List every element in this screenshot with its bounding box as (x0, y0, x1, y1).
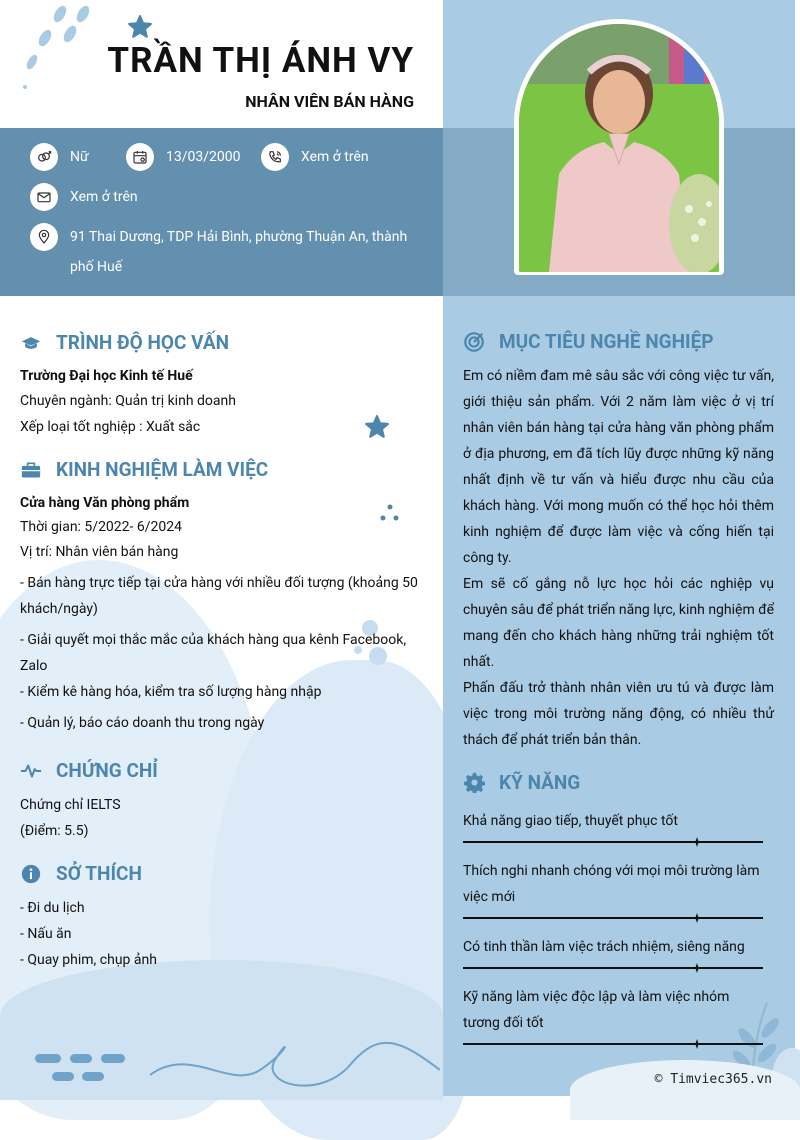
work-period: Thời gian: 5/2022- 6/2024 (20, 519, 182, 535)
dots-decoration-icon (378, 502, 402, 524)
duty-item (20, 627, 406, 679)
skill-bar (463, 1043, 763, 1045)
email-value: Xem ở trên (70, 189, 138, 205)
skill-level-marker (692, 1039, 702, 1049)
address-line-2: phố Huế (70, 259, 123, 275)
skill-level-marker (692, 963, 702, 973)
skill-bar (463, 967, 763, 969)
duty-line: Zalo (20, 658, 48, 674)
hobby-item: - Đi du lịch (20, 900, 85, 916)
objective-paragraph-2: Em sẽ cố gắng nỗ lực học hỏi các nghiệp vụ chuyên sâu để phát triển năng lực, kinh nghiệm để mang đến cho khách hàng những trải nghiệm tốt nhất. (463, 576, 774, 670)
skill-label: Kỹ năng làm việc độc lập và làm việc nhóm tương đối tốt (463, 989, 730, 1031)
graduation-grade: Xếp loại tốt nghiệp : Xuất sắc (20, 419, 201, 435)
skill-label: Có tinh thần làm việc trách nhiệm, siêng năng (463, 939, 745, 955)
education-heading (20, 331, 229, 354)
job-title: NHÂN VIÊN BÁN HÀNG (245, 92, 414, 111)
education-title: TRÌNH ĐỘ HỌC VẤN (56, 331, 230, 354)
duty-item: - Kiểm kê hàng hóa, kiểm tra số lượng hàng nhập (20, 684, 322, 700)
briefcase-icon (20, 459, 42, 481)
avatar (519, 24, 719, 272)
certificates-heading (20, 759, 158, 782)
candidate-name: TRẦN THỊ ÁNH VY (107, 40, 414, 81)
decorative-blob (570, 1060, 800, 1120)
skill-label: Khả năng giao tiếp, thuyết phục tốt (463, 813, 678, 829)
duty-line: - Bán hàng trực tiếp tại cửa hàng với nhiều đối tượng (khoảng 50 (20, 575, 418, 591)
gender-icon (30, 143, 58, 171)
portrait-illustration (519, 24, 719, 272)
star-decoration-icon (127, 14, 153, 40)
pulse-icon (20, 760, 42, 782)
phone-row (261, 143, 369, 171)
objective-paragraph-1: Em có niềm đam mê sâu sắc với công việc tư vấn, giới thiệu sản phẩm. Với 2 năm làm việc ở vị trí nhân viên bán hàng tại cửa hàng văn phòng phẩm ở địa phương, em đã tích lũy được những kỹ năng nhất định về tư vấn và hiểu được nhu cầu của khách hàng. Với mong muốn có thể học hỏi thêm kinh nghiệm để được làm việc và cống hiến tại công ty. (463, 368, 774, 566)
calendar-icon (126, 143, 154, 171)
address-line-1: 91 Thai Dương, TDP Hải Bình, phường Thuận An, thành (70, 229, 408, 245)
hobby-item: - Quay phim, chụp ảnh (20, 952, 157, 968)
certificate-name: Chứng chỉ IELTS (20, 797, 121, 813)
objective-heading (463, 330, 714, 353)
hobby-item: - Nấu ăn (20, 926, 72, 942)
birthday-row (126, 143, 241, 171)
info-icon (20, 863, 42, 885)
skill-bar (463, 841, 763, 843)
experience-title: KINH NGHIỆM LÀM VIỆC (56, 458, 269, 481)
birthday-value: 13/03/2000 (166, 149, 241, 165)
certificates-title: CHỨNG CHỈ (56, 759, 158, 782)
skills-heading (463, 771, 580, 794)
phone-value: Xem ở trên (301, 149, 369, 165)
target-icon (463, 331, 485, 353)
email-icon (30, 183, 58, 211)
objective-paragraph-3: Phấn đấu trở thành nhân viên ưu tú và được làm việc trong môi trường năng động, có nhiều thử thách để phát triển bản thân. (463, 680, 774, 748)
skill-level-marker (692, 913, 702, 923)
duty-item: - Quản lý, báo cáo doanh thu trong ngày (20, 715, 265, 731)
hobbies-heading (20, 862, 142, 885)
gender-row (30, 143, 89, 171)
skill-label: Thích nghi nhanh chóng với mọi môi trường làm việc mới (463, 863, 760, 905)
duty-line: khách/ngày) (20, 601, 98, 617)
duty-item (20, 570, 418, 622)
wave-decoration-icon (150, 1040, 440, 1096)
certificate-score: (Điểm: 5.5) (20, 823, 89, 839)
experience-heading (20, 458, 268, 481)
location-pin-icon (30, 223, 58, 251)
major: Chuyên ngành: Quản trị kinh doanh (20, 393, 236, 409)
phone-icon (261, 143, 289, 171)
company-name: Cửa hàng Văn phòng phẩm (20, 495, 190, 511)
dashes-decoration-icon (30, 1048, 130, 1088)
star-decoration-icon (364, 414, 390, 440)
hobbies-title: SỞ THÍCH (56, 862, 142, 885)
skill-bar (463, 917, 763, 919)
objective-title: MỤC TIÊU NGHỀ NGHIỆP (499, 330, 714, 353)
graduation-cap-icon (20, 332, 42, 354)
gender-value: Nữ (70, 149, 89, 165)
gear-icon (463, 772, 485, 794)
skills-title: KỸ NĂNG (499, 771, 581, 794)
work-position: Vị trí: Nhân viên bán hàng (20, 544, 179, 560)
watermark: © Timviec365.vn (654, 1072, 772, 1087)
address-row (30, 223, 407, 282)
email-row (30, 183, 138, 211)
duty-line: - Giải quyết mọi thắc mắc của khách hàng qua kênh Facebook, (20, 632, 407, 648)
skill-level-marker (692, 837, 702, 847)
school-name: Trường Đại học Kinh tế Huế (20, 368, 193, 384)
